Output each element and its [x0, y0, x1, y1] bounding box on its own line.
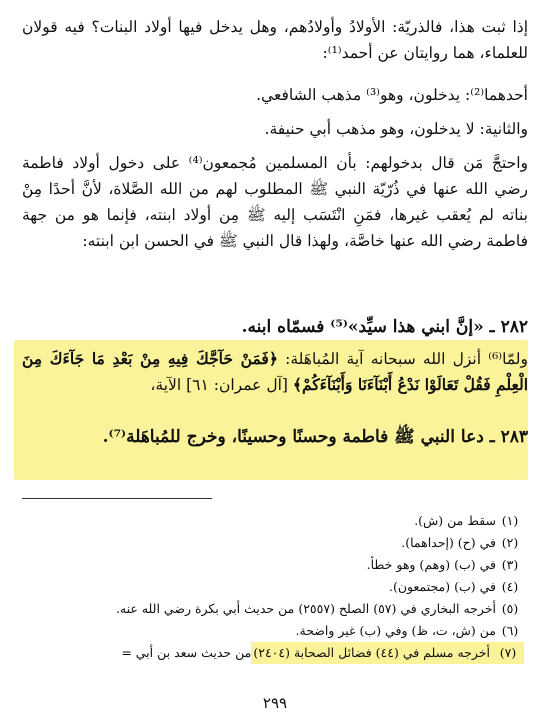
paragraph-second-opinion: [22, 116, 528, 142]
hadith-text: ٢٨٣ ـ دعا النبي ﷺ فاطمة وحسنًا وحسينًا، وخرج للمُباهَلة⁽⁷⁾.: [102, 427, 528, 447]
paragraph-text: إذا ثبت هذا، فالذريّة: الأولادُ وأولادُهم، وهل يدخل فيها أولاد البنات؟ فيه قولان للعلماء، هما روايتان عن أحمد⁽¹⁾:: [22, 18, 528, 62]
hadith-283: [22, 424, 528, 450]
paragraph-mubahala: [22, 346, 528, 398]
footnote-text: من (ش، ت، ظ) وفي (ب) غير واضحة.: [295, 623, 496, 638]
footnote-highlighted-text: أخرجه مسلم في (٤٤) فضائل الصحابة (٢٤٠٤): [251, 642, 492, 664]
footnote-text: سقط من (ش).: [414, 513, 496, 528]
footnote-text: في (ح) (إحداهما).: [401, 535, 496, 550]
footnotes: [22, 510, 524, 664]
footnote-number: (٣): [501, 557, 519, 572]
hadith-text: ٢٨٢ ـ «إنَّ ابني هذا سيِّد»⁽⁵⁾ فسمّاه ابنه.: [241, 317, 528, 337]
page-number: ٢٩٩: [262, 694, 288, 712]
hadith-282: [22, 314, 528, 340]
footnote-text: أخرجه البخاري في (٥٧) الصلح (٢٥٥٧) من حديث أبي بكرة رضي الله عنه.: [115, 601, 496, 616]
footnote-text: من حديث سعد بن أبي =: [121, 645, 252, 660]
paragraph-text: [22, 346, 528, 398]
footnote: [22, 620, 524, 642]
footnote-text: في (ب) (مجتمعون).: [388, 579, 496, 594]
footnote: [22, 532, 524, 554]
footnote: [22, 510, 524, 532]
footnote-number: (٢): [501, 535, 519, 550]
paragraph-text: واحتجَّ مَن قال بدخولهم: بأن المسلمين مُجمعون⁽⁴⁾ على دخول أولاد فاطمة رضي الله عنها في ذُرّيّة النبي ﷺ المطلوب لهم من الله الصَّلاة، لأنَّ أحدًا مِنْ بناته لم يُعقب غيرها، فمَنِ انْتَسَب إليه ﷺ مِن أولاد ابنته، فإنما هو من جهة فاطمة رضي الله عنها خاصَّة، ولهذا قال النبي ﷺ في الحسن ابن ابنته:: [22, 154, 528, 250]
paragraph-text: والثانية: لا يدخلون، وهو مذهب أبي حنيفة.: [264, 120, 528, 138]
footnote-number: (٥): [501, 601, 519, 616]
footnote: [22, 554, 524, 576]
footnote: [22, 576, 524, 598]
footnote: [22, 598, 524, 620]
paragraph-intro: [22, 14, 528, 66]
paragraph-first-opinion: [22, 82, 528, 108]
paragraph-argument: [22, 150, 528, 254]
footnote-separator: [22, 498, 212, 499]
footnote-text: في (ب) (وهم) وهو خطأ.: [366, 557, 496, 572]
mubahala-lead: ولمّا⁽⁶⁾ أنزل الله سبحانه آية المُباهَلة:: [277, 350, 528, 368]
paragraph-text: أحدهما⁽²⁾: يدخلون، وهو⁽³⁾ مذهب الشافعي.: [256, 86, 528, 104]
footnote-number: (٤): [501, 579, 519, 594]
verse-reference: [آل عمران: ٦١] الآية،: [150, 376, 293, 394]
footnote: [22, 642, 524, 664]
footnote-number: (٦): [501, 623, 519, 638]
quran-verse: ﴿فَمَنْ حَآجَّكَ فِيهِ مِنْ بَعْدِ مَا جَآءَكَ مِنَ الْعِلْمِ فَقُلْ تَعَالَوْا نَدْعُ أَبْنَآءَنَا وَأَبْنَآءَكُمْ﴾: [22, 349, 528, 394]
footnote-number: (٧): [492, 642, 524, 664]
footnote-number: (١): [501, 513, 519, 528]
